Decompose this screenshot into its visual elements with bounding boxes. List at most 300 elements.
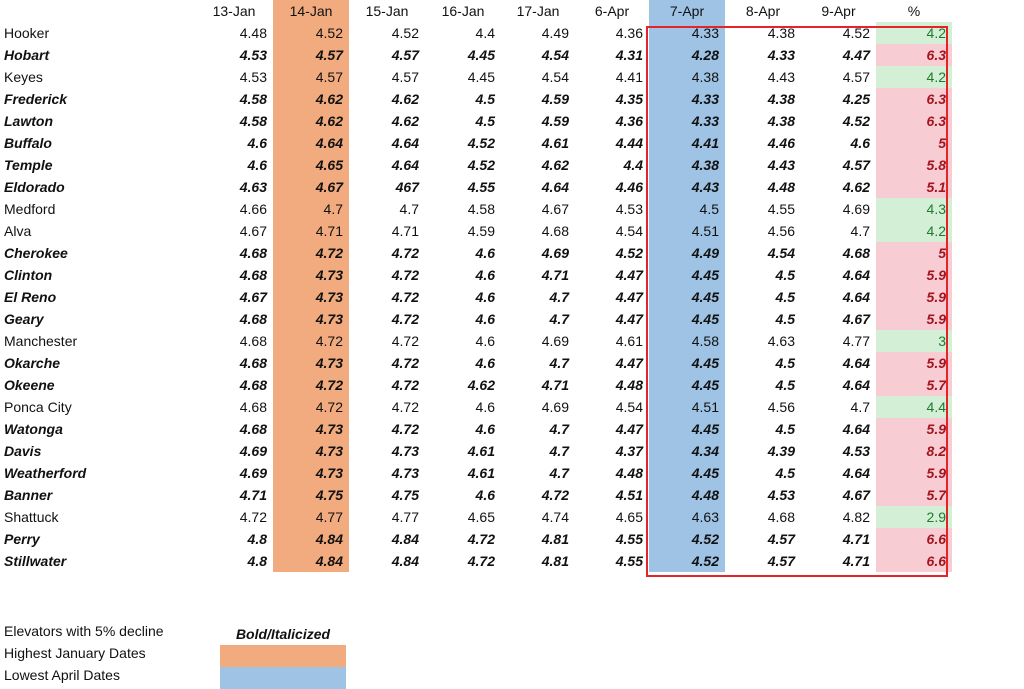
price-cell: 4.73 bbox=[391, 443, 419, 459]
price-cell: 4.57 bbox=[273, 44, 349, 66]
percent-decline-cell: 3 bbox=[876, 330, 952, 352]
price-cell: 4.61 bbox=[467, 465, 495, 481]
price-cell: 4.43 bbox=[767, 157, 795, 173]
price-cell: 4.6 bbox=[475, 333, 495, 349]
price-cell: 4.5 bbox=[475, 113, 495, 129]
percent-decline-cell: 6.6 bbox=[876, 528, 952, 550]
price-cell: 4.7 bbox=[549, 311, 569, 327]
legend-decline-label: Elevators with 5% decline bbox=[4, 623, 164, 639]
price-cell: 4.73 bbox=[391, 465, 419, 481]
legend-jan-label: Highest January Dates bbox=[4, 645, 146, 661]
price-cell: 4.64 bbox=[842, 377, 870, 393]
table-row bbox=[0, 374, 952, 396]
price-cell: 4.69 bbox=[541, 333, 569, 349]
price-cell: 4.73 bbox=[273, 286, 349, 308]
price-cell: 4.51 bbox=[649, 220, 725, 242]
legend-row-decline bbox=[0, 620, 360, 642]
table-row bbox=[0, 176, 952, 198]
table-row bbox=[0, 484, 952, 506]
price-cell: 4.53 bbox=[767, 487, 795, 503]
price-cell: 4.7 bbox=[399, 201, 419, 217]
legend-decline-sample: Bold/Italicized bbox=[235, 626, 331, 642]
price-cell: 4.62 bbox=[842, 179, 870, 195]
elevator-name: Keyes bbox=[4, 69, 43, 85]
price-cell: 4.45 bbox=[649, 462, 725, 484]
price-cell: 4.64 bbox=[842, 355, 870, 371]
percent-decline-cell: 5.1 bbox=[876, 176, 952, 198]
table-row bbox=[0, 88, 952, 110]
percent-decline-cell: 4.2 bbox=[876, 66, 952, 88]
table-row bbox=[0, 264, 952, 286]
price-cell: 4.55 bbox=[615, 553, 643, 569]
price-cell: 4.68 bbox=[541, 223, 569, 239]
price-cell: 4.47 bbox=[615, 355, 643, 371]
price-cell: 4.5 bbox=[775, 267, 795, 283]
price-cell: 4.38 bbox=[649, 154, 725, 176]
price-cell: 4.33 bbox=[649, 22, 725, 44]
legend bbox=[0, 620, 360, 686]
table-row bbox=[0, 506, 952, 528]
price-cell: 4.69 bbox=[239, 465, 267, 481]
price-cell: 4.53 bbox=[239, 69, 267, 85]
price-cell: 4.71 bbox=[842, 553, 870, 569]
elevator-name: El Reno bbox=[4, 289, 57, 305]
column-header: 16-Jan bbox=[441, 3, 485, 19]
price-cell: 4.45 bbox=[467, 47, 495, 63]
table-row bbox=[0, 396, 952, 418]
price-cell: 4.64 bbox=[273, 132, 349, 154]
price-cell: 4.68 bbox=[239, 399, 267, 415]
price-cell: 4.7 bbox=[850, 399, 870, 415]
price-cell: 4.5 bbox=[775, 465, 795, 481]
price-cell: 4.84 bbox=[391, 531, 419, 547]
price-cell: 4.47 bbox=[615, 289, 643, 305]
elevator-name: Watonga bbox=[4, 421, 63, 437]
table-row bbox=[0, 154, 952, 176]
price-cell: 4.73 bbox=[273, 352, 349, 374]
table-row bbox=[0, 440, 952, 462]
price-cell: 4.5 bbox=[775, 355, 795, 371]
price-cell: 4.6 bbox=[247, 135, 267, 151]
price-cell: 4.47 bbox=[615, 311, 643, 327]
price-cell: 4.68 bbox=[239, 311, 267, 327]
price-cell: 4.25 bbox=[842, 91, 870, 107]
price-cell: 4.67 bbox=[239, 223, 267, 239]
price-cell: 4.72 bbox=[391, 267, 419, 283]
price-cell: 4.68 bbox=[239, 377, 267, 393]
price-cell: 4.41 bbox=[615, 69, 643, 85]
percent-decline-cell: 5 bbox=[876, 132, 952, 154]
price-cell: 4.41 bbox=[649, 132, 725, 154]
price-cell: 4.33 bbox=[649, 110, 725, 132]
elevator-name: Alva bbox=[4, 223, 32, 239]
price-cell: 4.72 bbox=[273, 396, 349, 418]
price-cell: 4.68 bbox=[842, 245, 870, 261]
price-cell: 4.73 bbox=[273, 440, 349, 462]
price-cell: 4.73 bbox=[273, 462, 349, 484]
price-cell: 4.49 bbox=[649, 242, 725, 264]
price-cell: 4.6 bbox=[475, 487, 495, 503]
price-cell: 4.58 bbox=[467, 201, 495, 217]
price-cell: 4.7 bbox=[549, 443, 569, 459]
price-cell: 4.71 bbox=[541, 267, 569, 283]
price-cell: 4.33 bbox=[767, 47, 795, 63]
elevator-name: Stillwater bbox=[4, 553, 67, 569]
price-cell: 4.71 bbox=[842, 531, 870, 547]
price-cell: 4.45 bbox=[649, 374, 725, 396]
price-cell: 4.72 bbox=[273, 330, 349, 352]
price-cell: 4.46 bbox=[767, 135, 795, 151]
elevator-name: Medford bbox=[4, 201, 56, 217]
price-cell: 4.58 bbox=[649, 330, 725, 352]
price-cell: 4.65 bbox=[467, 509, 495, 525]
price-cell: 4.61 bbox=[615, 333, 643, 349]
price-cell: 4.77 bbox=[391, 509, 419, 525]
price-cell: 4.5 bbox=[775, 311, 795, 327]
elevator-name: Hooker bbox=[4, 25, 50, 41]
column-header: 7-Apr bbox=[649, 0, 725, 22]
price-cell: 4.68 bbox=[767, 509, 795, 525]
percent-decline-cell: 5.9 bbox=[876, 286, 952, 308]
price-cell: 4.77 bbox=[842, 333, 870, 349]
price-cell: 4.77 bbox=[273, 506, 349, 528]
elevator-name: Perry bbox=[4, 531, 40, 547]
table-row bbox=[0, 418, 952, 440]
table-row bbox=[0, 110, 952, 132]
price-cell: 4.38 bbox=[649, 66, 725, 88]
price-cell: 4.52 bbox=[649, 550, 725, 572]
price-cell: 4.59 bbox=[467, 223, 495, 239]
column-header: % bbox=[907, 3, 921, 19]
price-cell: 4.62 bbox=[273, 110, 349, 132]
price-cell: 4.8 bbox=[247, 553, 267, 569]
price-cell: 4.57 bbox=[391, 47, 419, 63]
price-cell: 4.49 bbox=[541, 25, 569, 41]
price-cell: 4.39 bbox=[767, 443, 795, 459]
price-cell: 4.7 bbox=[850, 223, 870, 239]
price-cell: 4.6 bbox=[475, 355, 495, 371]
price-cell: 4.72 bbox=[239, 509, 267, 525]
price-cell: 4.8 bbox=[247, 531, 267, 547]
price-cell: 4.67 bbox=[541, 201, 569, 217]
price-cell: 4.47 bbox=[615, 267, 643, 283]
column-header: 14-Jan bbox=[273, 0, 349, 22]
price-cell: 4.67 bbox=[273, 176, 349, 198]
price-cell: 4.4 bbox=[623, 157, 643, 173]
elevator-name: Eldorado bbox=[4, 179, 65, 195]
price-cell: 4.45 bbox=[467, 69, 495, 85]
price-cell: 4.5 bbox=[775, 289, 795, 305]
price-cell: 4.54 bbox=[615, 399, 643, 415]
price-cell: 4.69 bbox=[541, 245, 569, 261]
price-cell: 4.72 bbox=[391, 377, 419, 393]
table-row bbox=[0, 286, 952, 308]
elevator-name: Cherokee bbox=[4, 245, 68, 261]
price-cell: 4.72 bbox=[541, 487, 569, 503]
price-cell: 4.64 bbox=[842, 289, 870, 305]
price-cell: 4.72 bbox=[391, 333, 419, 349]
table-row bbox=[0, 528, 952, 550]
price-cell: 4.6 bbox=[475, 399, 495, 415]
price-cell: 4.52 bbox=[842, 25, 870, 41]
price-cell: 4.57 bbox=[767, 553, 795, 569]
elevator-name: Banner bbox=[4, 487, 53, 503]
legend-row-jan bbox=[0, 642, 360, 664]
price-cell: 4.63 bbox=[767, 333, 795, 349]
price-cell: 4.75 bbox=[391, 487, 419, 503]
price-cell: 4.67 bbox=[239, 289, 267, 305]
price-cell: 4.61 bbox=[467, 443, 495, 459]
price-cell: 4.45 bbox=[649, 286, 725, 308]
price-cell: 4.48 bbox=[615, 465, 643, 481]
column-header: 15-Jan bbox=[365, 3, 409, 19]
price-cell: 4.69 bbox=[239, 443, 267, 459]
price-cell: 4.52 bbox=[467, 135, 495, 151]
percent-decline-cell: 6.3 bbox=[876, 44, 952, 66]
price-cell: 4.68 bbox=[239, 421, 267, 437]
price-cell: 4.7 bbox=[549, 421, 569, 437]
table-row bbox=[0, 352, 952, 374]
column-header: 17-Jan bbox=[516, 3, 560, 19]
price-cell: 4.64 bbox=[842, 465, 870, 481]
price-cell: 4.72 bbox=[391, 289, 419, 305]
percent-decline-cell: 5.9 bbox=[876, 462, 952, 484]
price-cell: 4.63 bbox=[649, 506, 725, 528]
column-header: 9-Apr bbox=[821, 3, 856, 19]
elevator-name: Temple bbox=[4, 157, 53, 173]
price-cell: 4.67 bbox=[842, 487, 870, 503]
elevator-name: Okeene bbox=[4, 377, 55, 393]
price-cell: 4.58 bbox=[239, 113, 267, 129]
price-cell: 4.66 bbox=[239, 201, 267, 217]
price-cell: 4.36 bbox=[615, 25, 643, 41]
price-cell: 4.57 bbox=[842, 157, 870, 173]
price-cell: 4.43 bbox=[649, 176, 725, 198]
price-cell: 4.5 bbox=[775, 377, 795, 393]
price-cell: 4.37 bbox=[615, 443, 643, 459]
price-cell: 4.64 bbox=[842, 421, 870, 437]
table-row bbox=[0, 198, 952, 220]
price-cell: 4.51 bbox=[649, 396, 725, 418]
price-cell: 4.62 bbox=[273, 88, 349, 110]
price-cell: 4.63 bbox=[239, 179, 267, 195]
price-cell: 4.52 bbox=[649, 528, 725, 550]
price-cell: 4.4 bbox=[475, 25, 495, 41]
price-cell: 4.31 bbox=[615, 47, 643, 63]
price-cell: 4.5 bbox=[775, 421, 795, 437]
table-row bbox=[0, 330, 952, 352]
price-cell: 4.72 bbox=[273, 374, 349, 396]
price-cell: 4.59 bbox=[541, 91, 569, 107]
price-cell: 4.6 bbox=[475, 311, 495, 327]
price-cell: 4.72 bbox=[391, 355, 419, 371]
elevator-name: Frederick bbox=[4, 91, 68, 107]
price-cell: 4.62 bbox=[391, 113, 419, 129]
price-cell: 4.36 bbox=[615, 113, 643, 129]
percent-decline-cell: 5.7 bbox=[876, 374, 952, 396]
price-cell: 4.59 bbox=[541, 113, 569, 129]
price-cell: 4.47 bbox=[615, 421, 643, 437]
price-cell: 4.55 bbox=[767, 201, 795, 217]
price-cell: 4.84 bbox=[391, 553, 419, 569]
price-cell: 4.53 bbox=[239, 47, 267, 63]
price-cell: 4.5 bbox=[475, 91, 495, 107]
price-cell: 4.52 bbox=[615, 245, 643, 261]
price-cell: 4.62 bbox=[467, 377, 495, 393]
price-cell: 4.45 bbox=[649, 352, 725, 374]
header-corner bbox=[0, 0, 195, 22]
price-cell: 4.33 bbox=[649, 88, 725, 110]
price-cell: 4.64 bbox=[391, 157, 419, 173]
elevator-name: Hobart bbox=[4, 47, 50, 63]
price-cell: 4.64 bbox=[842, 267, 870, 283]
price-cell: 4.47 bbox=[842, 47, 870, 63]
price-cell: 4.54 bbox=[767, 245, 795, 261]
price-cell: 4.81 bbox=[541, 553, 569, 569]
price-cell: 4.7 bbox=[549, 289, 569, 305]
price-cell: 4.68 bbox=[239, 355, 267, 371]
price-cell: 4.53 bbox=[615, 201, 643, 217]
percent-decline-cell: 6.3 bbox=[876, 88, 952, 110]
elevator-name: Ponca City bbox=[4, 399, 72, 415]
price-cell: 4.52 bbox=[391, 25, 419, 41]
price-cell: 4.65 bbox=[615, 509, 643, 525]
table-row bbox=[0, 462, 952, 484]
price-cell: 4.48 bbox=[649, 484, 725, 506]
price-cell: 4.58 bbox=[239, 91, 267, 107]
price-cell: 4.38 bbox=[767, 91, 795, 107]
percent-decline-cell: 4.3 bbox=[876, 198, 952, 220]
price-cell: 4.71 bbox=[541, 377, 569, 393]
elevator-name: Geary bbox=[4, 311, 44, 327]
price-cell: 4.35 bbox=[615, 91, 643, 107]
price-cell: 4.5 bbox=[649, 198, 725, 220]
price-cell: 4.7 bbox=[549, 355, 569, 371]
table-row bbox=[0, 220, 952, 242]
price-cell: 4.72 bbox=[391, 311, 419, 327]
price-cell: 4.52 bbox=[842, 113, 870, 129]
price-cell: 4.81 bbox=[541, 531, 569, 547]
price-cell: 4.7 bbox=[549, 465, 569, 481]
elevator-name: Davis bbox=[4, 443, 42, 459]
price-cell: 4.72 bbox=[391, 399, 419, 415]
table-row bbox=[0, 44, 952, 66]
price-cell: 4.48 bbox=[615, 377, 643, 393]
price-cell: 4.38 bbox=[767, 113, 795, 129]
price-cell: 4.64 bbox=[541, 179, 569, 195]
table-row bbox=[0, 550, 952, 572]
price-cell: 4.69 bbox=[842, 201, 870, 217]
price-cell: 4.53 bbox=[842, 443, 870, 459]
legend-jan-swatch bbox=[220, 645, 346, 667]
price-cell: 4.6 bbox=[247, 157, 267, 173]
price-cell: 4.45 bbox=[649, 418, 725, 440]
price-cell: 4.55 bbox=[615, 531, 643, 547]
column-header: 13-Jan bbox=[212, 3, 256, 19]
price-cell: 4.73 bbox=[273, 418, 349, 440]
table-row bbox=[0, 308, 952, 330]
price-cell: 4.48 bbox=[767, 179, 795, 195]
price-cell: 4.51 bbox=[615, 487, 643, 503]
table-row bbox=[0, 242, 952, 264]
table-row bbox=[0, 66, 952, 88]
price-cell: 4.72 bbox=[391, 245, 419, 261]
percent-decline-cell: 5 bbox=[876, 242, 952, 264]
price-cell: 4.45 bbox=[649, 308, 725, 330]
column-header: 6-Apr bbox=[594, 3, 630, 19]
percent-decline-cell: 2.9 bbox=[876, 506, 952, 528]
price-cell: 4.56 bbox=[767, 399, 795, 415]
percent-decline-cell: 8.2 bbox=[876, 440, 952, 462]
price-cell: 4.71 bbox=[239, 487, 267, 503]
price-cell: 4.57 bbox=[842, 69, 870, 85]
percent-decline-cell: 4.2 bbox=[876, 220, 952, 242]
table-row bbox=[0, 132, 952, 154]
percent-decline-cell: 5.7 bbox=[876, 484, 952, 506]
percent-decline-cell: 5.9 bbox=[876, 264, 952, 286]
percent-decline-cell: 6.6 bbox=[876, 550, 952, 572]
legend-apr-label: Lowest April Dates bbox=[4, 667, 120, 683]
percent-decline-cell: 4.4 bbox=[876, 396, 952, 418]
price-cell: 4.67 bbox=[842, 311, 870, 327]
price-cell: 4.75 bbox=[273, 484, 349, 506]
price-cell: 4.72 bbox=[467, 553, 495, 569]
price-cell: 4.68 bbox=[239, 333, 267, 349]
price-cell: 4.68 bbox=[239, 267, 267, 283]
price-cell: 4.62 bbox=[391, 91, 419, 107]
price-cell: 4.28 bbox=[649, 44, 725, 66]
price-cell: 4.72 bbox=[391, 421, 419, 437]
price-cell: 4.52 bbox=[273, 22, 349, 44]
elevator-name: Manchester bbox=[4, 333, 78, 349]
price-cell: 4.46 bbox=[615, 179, 643, 195]
column-header: 8-Apr bbox=[745, 3, 781, 19]
percent-decline-cell: 5.9 bbox=[876, 418, 952, 440]
price-cell: 4.84 bbox=[273, 528, 349, 550]
elevator-name: Weatherford bbox=[4, 465, 87, 481]
price-cell: 4.69 bbox=[541, 399, 569, 415]
price-cell: 4.44 bbox=[615, 135, 643, 151]
price-cell: 4.52 bbox=[467, 157, 495, 173]
price-cell: 4.54 bbox=[541, 69, 569, 85]
elevator-name: Buffalo bbox=[4, 135, 52, 151]
price-cell: 4.73 bbox=[273, 264, 349, 286]
price-cell: 4.6 bbox=[475, 267, 495, 283]
price-cell: 4.65 bbox=[273, 154, 349, 176]
price-cell: 4.71 bbox=[391, 223, 419, 239]
percent-decline-cell: 4.2 bbox=[876, 22, 952, 44]
price-cell: 4.7 bbox=[273, 198, 349, 220]
legend-apr-swatch bbox=[220, 667, 346, 689]
price-cell: 4.71 bbox=[273, 220, 349, 242]
price-cell: 4.56 bbox=[767, 223, 795, 239]
price-cell: 4.82 bbox=[842, 509, 870, 525]
price-cell: 4.62 bbox=[541, 157, 569, 173]
price-cell: 4.6 bbox=[475, 421, 495, 437]
price-cell: 4.6 bbox=[475, 245, 495, 261]
price-cell: 4.6 bbox=[475, 289, 495, 305]
elevator-name: Okarche bbox=[4, 355, 61, 371]
price-cell: 4.55 bbox=[467, 179, 495, 195]
elevator-name: Clinton bbox=[4, 267, 53, 283]
price-cell: 467 bbox=[395, 179, 419, 195]
table-body bbox=[0, 22, 952, 572]
price-cell: 4.74 bbox=[541, 509, 569, 525]
price-cell: 4.84 bbox=[273, 550, 349, 572]
price-cell: 4.61 bbox=[541, 135, 569, 151]
price-cell: 4.57 bbox=[767, 531, 795, 547]
percent-decline-cell: 5.9 bbox=[876, 352, 952, 374]
